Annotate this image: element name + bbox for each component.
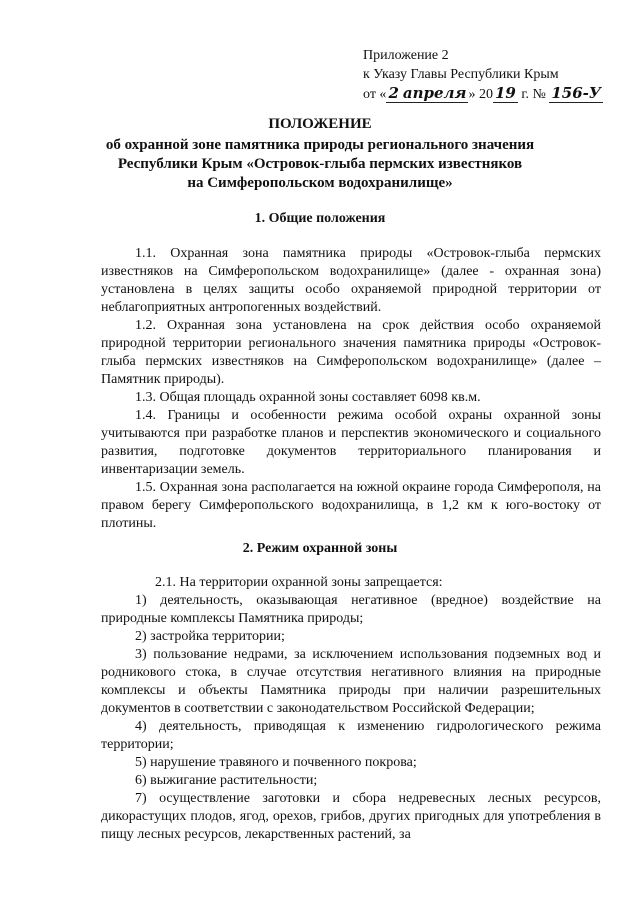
section-1-body <box>101 245 601 533</box>
list-item: 3) пользование недрами, за исключением использования подземных вод и родникового стока, в случае отсутствия негативного влияния на природные комплексы и объекты Памятника природы при наличии разрешительных документов в соответствии с законодательством Российской Федерации; <box>101 647 601 716</box>
annex-line-2: к Указу Главы Республики Крым <box>363 67 559 82</box>
annex-line-3 <box>363 84 603 104</box>
paragraph-1-2: 1.2. Охранная зона установлена на срок действия особо охраняемой природной территории регионального значения памятника природы «Островок-глыба пермских известняков на Симферопольском водохранилище» (далее – Памятник природы). <box>101 318 601 387</box>
handwritten-day: 2 <box>388 84 399 102</box>
handwritten-year: 19 <box>494 84 516 102</box>
document-title-line-1: об охранной зоне памятника природы регионального значения <box>105 137 535 153</box>
annex-block <box>363 46 603 104</box>
document-title-line-2: Республики Крым «Островок-глыба пермских известняков <box>117 156 523 172</box>
list-item: 1) деятельность, оказывающая негативное (вредное) воздействие на природные комплексы Памятника природы; <box>101 593 601 626</box>
paragraph-2-1: 2.1. На территории охранной зоны запрещается: <box>155 575 443 590</box>
list-item: 2) застройка территории; <box>135 629 285 644</box>
section-2-body <box>101 574 601 844</box>
section-1-heading: 1. Общие положения <box>254 211 386 226</box>
paragraph-1-4: 1.4. Границы и особенности режима особой охраны охранной зоны учитываются при разработке планов и перспектив экономического и социального развития, подготовке документов территориального планирования и инвентаризации земель. <box>101 408 601 477</box>
handwritten-month: апреля <box>402 84 467 102</box>
paragraph-1-5: 1.5. Охранная зона располагается на южной окраине города Симферополя, на правом берегу Симферопольского водохранилища, в 1,2 км к юго-востоку от плотины. <box>101 480 601 531</box>
document-heading: ПОЛОЖЕНИЕ <box>268 116 372 132</box>
annex-number-label: г. № <box>517 87 550 102</box>
annex-year-prefix: » 20 <box>468 87 493 102</box>
list-item: 7) осуществление заготовки и сбора недревесных лесных ресурсов, дикорастущих плодов, ягод, орехов, грибов, других пригодных для употребления в пищу лесных ресурсов, лекарственных растений, за <box>101 791 601 842</box>
paragraph-1-3: 1.3. Общая площадь охранной зоны составляет 6098 кв.м. <box>135 390 481 405</box>
list-item: 4) деятельность, приводящая к изменению гидрологического режима территории; <box>101 719 601 752</box>
list-item: 5) нарушение травяного и почвенного покрова; <box>135 755 417 770</box>
handwritten-number: 156-У <box>551 84 602 102</box>
paragraph-1-1: 1.1. Охранная зона памятника природы «Островок-глыба пермских известняков на Симферопольском водохранилище» (далее - охранная зона) установлена в целях защиты особо охраняемой природной территории от неблагоприятных антропогенных воздействий. <box>101 246 601 315</box>
list-item: 6) выжигание растительности; <box>135 773 318 788</box>
document-title-line-3: на Симферопольском водохранилище» <box>187 175 453 191</box>
section-2-heading: 2. Режим охранной зоны <box>242 541 398 556</box>
annex-line-1: Приложение 2 <box>363 48 449 63</box>
annex-date-prefix: от « <box>363 87 387 102</box>
